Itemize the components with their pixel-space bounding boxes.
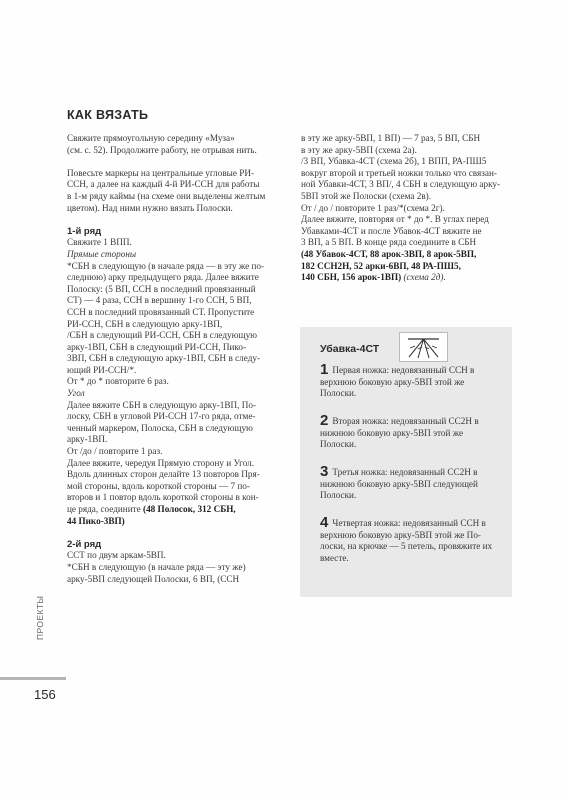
text-line: ющий РИ-ССН/*. xyxy=(67,364,137,375)
text-line: Свяжите прямоугольную середину «Муза» xyxy=(67,133,235,143)
text-line: 5ВП этой же Полоски (схема 2в). xyxy=(301,190,432,201)
text-line: ССН, а далее на каждый 4-й РИ-ССН для работы xyxy=(67,179,260,190)
paragraph-gap xyxy=(67,214,277,226)
box-step: 3 Третья ножка: недовязанный СС2Н в нижнюю боковую арку-5ВП следующей Полоски. xyxy=(320,463,478,501)
text-line: цветом). Над ними нужно вязать Полоски. xyxy=(67,202,233,213)
text-line: 44 Пико-3ВП) xyxy=(67,515,125,526)
text-line: вокруг второй и третьей ножки только что связан- xyxy=(301,167,497,178)
box-step: 4 Четвертая ножка: недовязанный ССН в верхнюю боковую арку-5ВП этой же По-лоски, на крючке — 5 петель, провяжите их вместе. xyxy=(320,514,493,563)
text-line: 3ВП, СБН в следующую арку-1ВП, СБН в следу- xyxy=(67,353,261,364)
box-step: 2 Вторая ножка: недовязанный СС2Н в нижнюю боковую арку-5ВП этой же Полоски. xyxy=(320,412,479,450)
box-step: 1 Первая ножка: недовязанный ССН в верхнюю боковую арку-5ВП этой же Полоски. xyxy=(320,361,475,399)
text-line: арку-5ВП следующей Полоски, 6 ВП, (ССН xyxy=(67,573,240,584)
text-line: *СБН в следующую (в начале ряда — эту же) xyxy=(67,561,246,572)
text-line: 140 СБН, 156 арок-1ВП) (схема 2д). xyxy=(301,272,446,283)
text-line: От / до / повторите 1 раз/*(схема 2г). xyxy=(301,202,445,213)
text-line: следнюю) арку предыдущего ряда. Далее вяжите xyxy=(67,272,259,283)
text-line: ССН в последний провязанный СТ. Пропустите xyxy=(67,306,255,317)
footer-divider xyxy=(0,677,66,680)
text-line: арку-1ВП. xyxy=(67,434,108,445)
paragraph-gap xyxy=(67,527,277,539)
decrease-info-box xyxy=(300,327,512,597)
paragraph-gap xyxy=(67,156,277,168)
row-heading: 2-й ряд xyxy=(67,538,102,550)
text-line: арку-1ВП, СБН в следующий РИ-ССН, Пико- xyxy=(67,341,247,352)
text-line: /СБН в следующий РИ-ССН, СБН в следующую xyxy=(67,330,258,341)
text-line: мой стороны, вдоль короткой стороны — 7 по- xyxy=(67,480,250,491)
text-line: Вдоль длинных сторон делайте 13 повторов Пря- xyxy=(67,469,260,480)
text-line: 182 ССН2Н, 52 арки-6ВП, 48 РА-ПШ5, xyxy=(301,260,461,271)
page-number: 156 xyxy=(34,687,56,702)
text-line: ССТ по двум аркам-5ВП. xyxy=(67,550,166,561)
right-column xyxy=(301,133,511,284)
text-line: *СБН в следующую (в начале ряда — в эту же по- xyxy=(67,260,265,271)
text-line: От * до * повторите 6 раз. xyxy=(67,376,169,387)
text-line: (см. с. 52). Продолжите работу, не отрывая нить. xyxy=(67,144,257,155)
text-line: От /до / повторите 1 раз. xyxy=(67,446,163,457)
text-line: Далее вяжите СБН в следующую арку-1ВП, По- xyxy=(67,399,257,410)
text-line: Полоску: (5 ВП, ССН в последний провязанный xyxy=(67,283,256,294)
section-label: ПРОЕКТЫ xyxy=(35,595,45,640)
text-line: Далее вяжите, чередуя Прямую сторону и Угол. xyxy=(67,457,255,468)
text-line: Далее вяжите, повторяя от * до *. В углах перед xyxy=(301,214,489,225)
text-line: в эту же арку-5ВП (схема 2а). xyxy=(301,144,417,155)
text-line: ной Убавки-4СТ, 3 ВП/, 4 СБН в следующую арку- xyxy=(301,179,501,190)
text-line: лоску, СБН в угловой РИ-ССН 17-го ряда, отме- xyxy=(67,411,256,422)
text-line: Свяжите 1 ВПП. xyxy=(67,237,132,248)
text-line: Повесьте маркеры на центральные угловые РИ- xyxy=(67,167,255,178)
decrease-stitch-symbol-icon xyxy=(399,332,448,362)
text-line: РИ-ССН, СБН в следующую арку-1ВП, xyxy=(67,318,223,329)
text-line: 3 ВП, а 5 ВП. В конце ряда соедините в СБН xyxy=(301,237,477,248)
text-line: второв и 1 повтор вдоль короткой стороны в кон- xyxy=(67,492,259,503)
text-line: це ряда, соедините (48 Полосок, 312 СБН, xyxy=(67,504,236,514)
text-line: Убавками-4СТ и после Убавок-4СТ вяжите не xyxy=(301,225,482,236)
text-line: в эту же арку-5ВП, 1 ВП) — 7 раз, 5 ВП, СБН xyxy=(301,133,481,143)
text-line: в 1-м ряду каймы (на схеме они выделены желтым xyxy=(67,190,266,201)
left-column xyxy=(67,133,277,585)
box-title: Убавка-4СТ xyxy=(320,343,380,355)
text-line: СТ) — 4 раза, ССН в вершину 1-го ССН, 5 ВП, xyxy=(67,295,252,306)
text-line: ченный маркером, Полоска, СБН в следующую xyxy=(67,422,253,433)
text-line: Прямые стороны xyxy=(67,248,137,259)
row-heading: 1-й ряд xyxy=(67,225,102,237)
text-line: Угол xyxy=(67,388,85,399)
page-title: КАК ВЯЗАТЬ xyxy=(67,108,149,122)
text-line: /3 ВП, Убавка-4СТ (схема 2б), 1 ВПП, РА-ПШ5 xyxy=(301,156,487,167)
text-line: (48 Убавок-4СТ, 88 арок-3ВП, 8 арок-5ВП, xyxy=(301,248,477,259)
